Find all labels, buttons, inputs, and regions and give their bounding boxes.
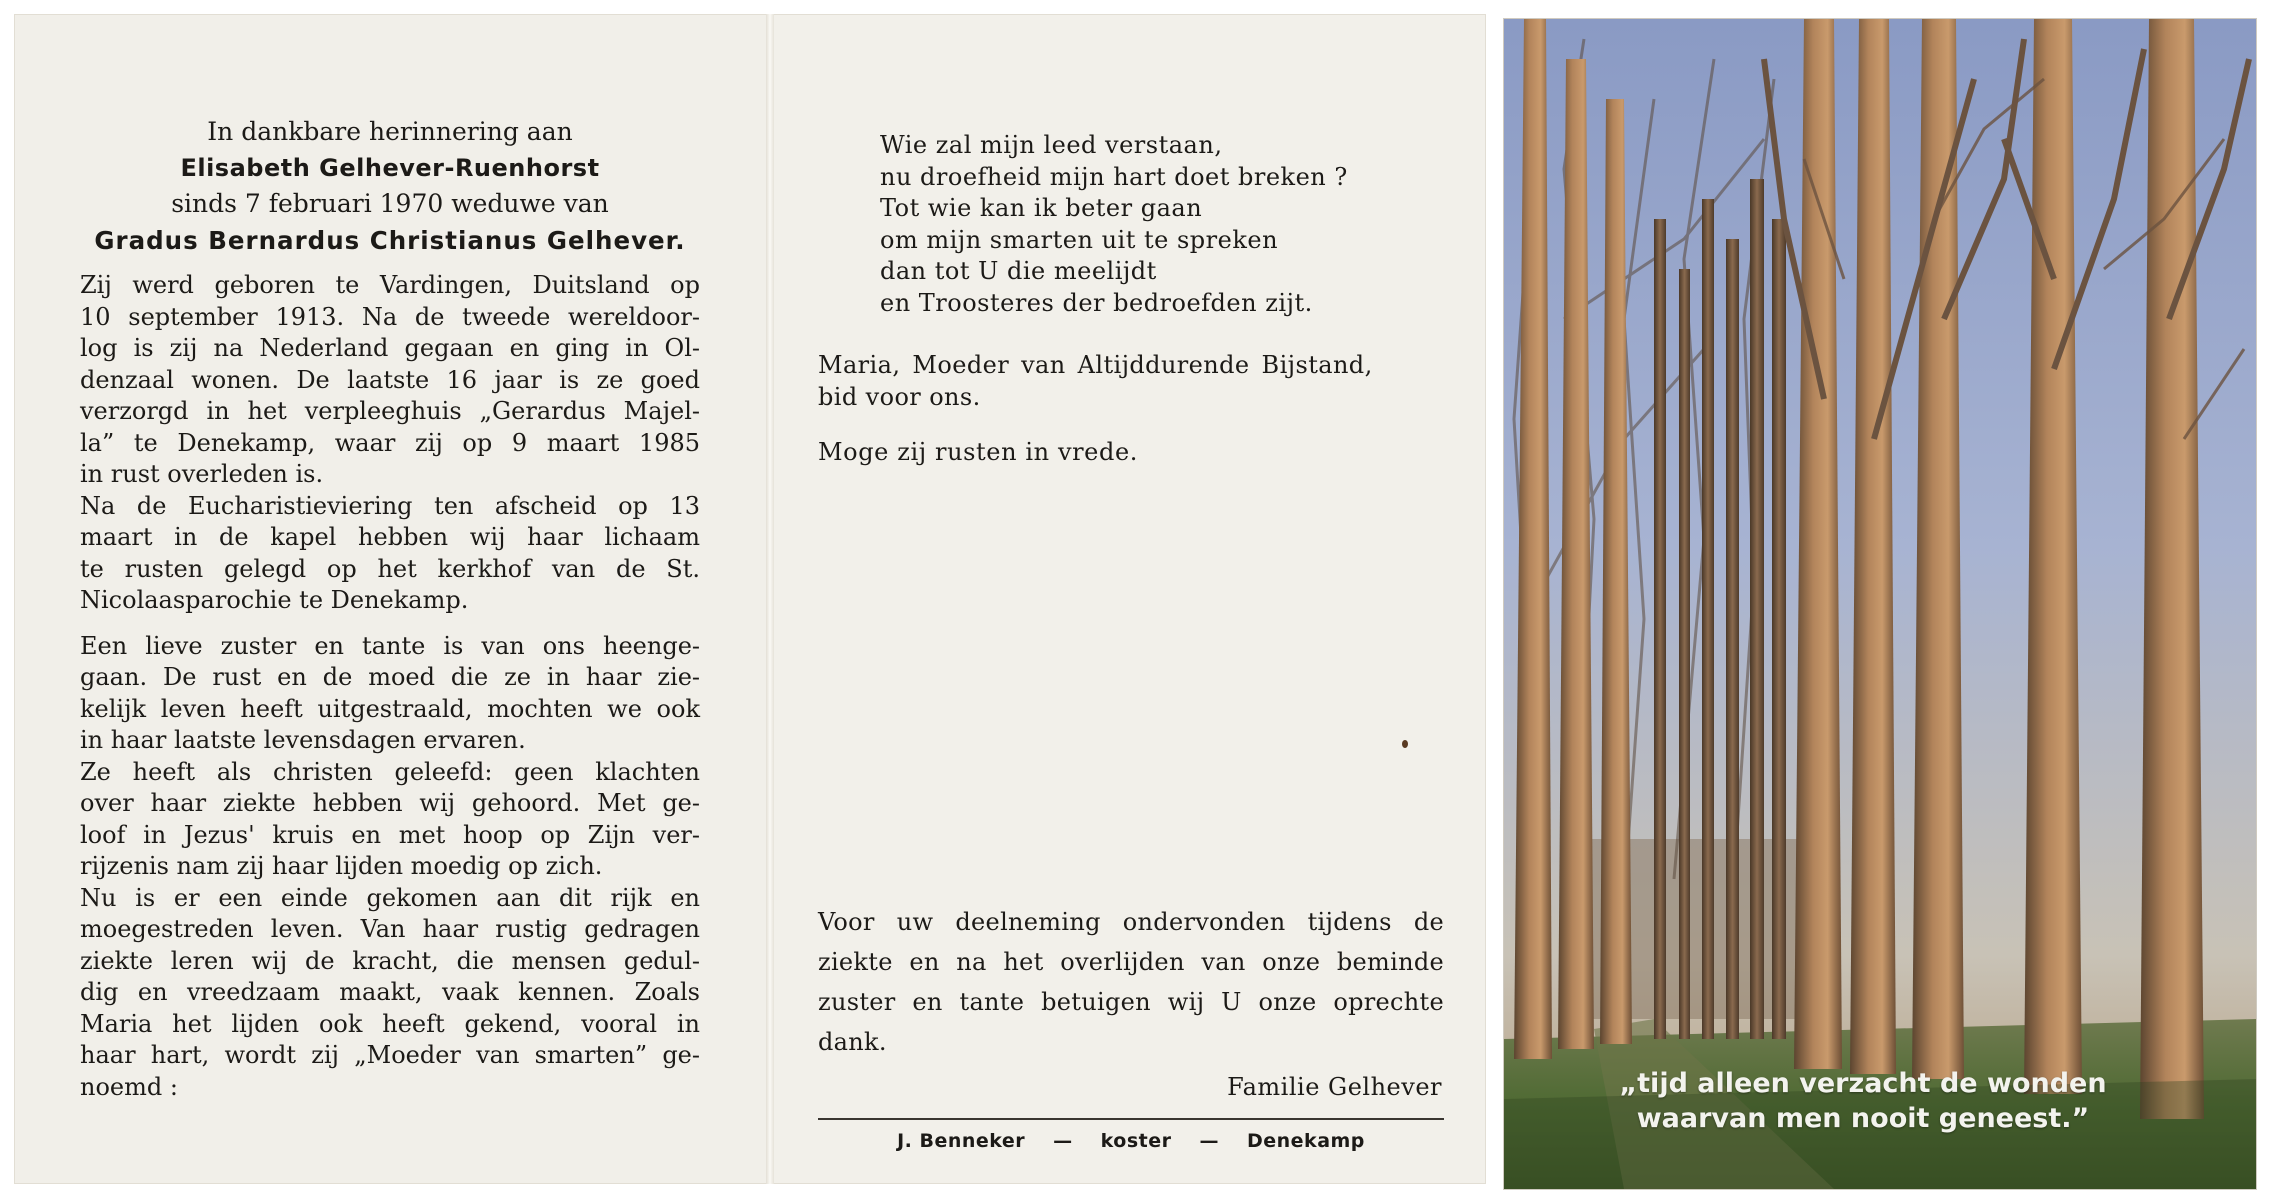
husband-name: Gradus Bernardus Christianus Gelhever. [94, 226, 686, 255]
thanks-paragraph [818, 902, 1444, 1062]
text-line: denzaal wonen. De laatste 16 jaar is ze goed [80, 365, 700, 394]
poem-line: en Troosteres der bedroefden zijt. [880, 288, 1313, 317]
biography-paragraph [80, 270, 700, 617]
prayer-line: bid voor ons. [818, 382, 981, 411]
divider-rule [818, 1118, 1444, 1120]
text-line: la” te Denekamp, waar zij op 9 maart 1985 [80, 428, 700, 457]
printer-name: J. Benneker [897, 1130, 1026, 1152]
text-line: Na de Eucharistieviering ten afscheid op 13 [80, 491, 700, 520]
text-line: noemd : [80, 1072, 178, 1101]
separator: — [1199, 1130, 1219, 1152]
text-line: Nu is er een einde gekomen aan dit rijk en [80, 883, 700, 912]
text-line: Maria het lijden ook heeft gekend, vooral in [80, 1009, 700, 1038]
text-line: te rusten gelegd op het kerkhof van de St. [80, 554, 700, 583]
text-line: dig en vreedzaam maakt, vaak kennen. Zoals [80, 978, 700, 1006]
poem-line: Tot wie kan ik beter gaan [880, 194, 1203, 222]
text-line: Nicolaasparochie te Denekamp. [80, 586, 469, 614]
text-line: haar hart, wordt zij „Moeder van smarten” ge- [80, 1041, 700, 1069]
prayer [818, 350, 1398, 413]
text-line: in rust overleden is. [80, 460, 324, 488]
text-line: over haar ziekte hebben wij gehoord. Met ge- [80, 789, 700, 817]
printer-imprint [818, 1130, 1444, 1152]
family-signature: Familie Gelhever [1227, 1073, 1442, 1101]
text-line: ziekte leren wij de kracht, die mensen gedul- [80, 946, 700, 975]
text-line: dank. [818, 1028, 887, 1056]
photo-quote [1503, 1066, 2223, 1136]
text-line: loof in Jezus' kruis en met hoop op Zijn ver- [80, 820, 700, 849]
poem-line: dan tot U die meelijdt [880, 257, 1157, 285]
text-line: zuster en tante betuigen wij U onze oprechte [818, 988, 1444, 1016]
reflection-paragraph [80, 631, 700, 1104]
text-line: gaan. De rust en de moed die ze in haar zie- [80, 663, 700, 691]
printer-role: koster [1100, 1130, 1172, 1152]
text-line: Ze heeft als christen geleefd: geen klachten [80, 757, 700, 786]
prayer-line: Maria, Moeder van Altijddurende Bijstand, [818, 351, 1373, 379]
text-line: maart in de kapel hebben wij haar lichaam [80, 523, 700, 551]
text-line: log is zij na Nederland gegaan en ging in Ol- [80, 334, 700, 362]
text-line: in haar laatste levensdagen ervaren. [80, 726, 526, 754]
printer-place: Denekamp [1246, 1130, 1365, 1152]
paper-spot [1402, 740, 1408, 748]
poem [880, 130, 1348, 319]
text-line: kelijk leven heeft uitgestraald, mochten we ook [80, 694, 700, 723]
rest-in-peace-line: Moge zij rusten in vrede. [818, 438, 1138, 466]
poem-line: nu droefheid mijn hart doet breken ? [880, 162, 1348, 191]
text-line: verzorgd in het verpleeghuis „Gerardus Majel- [80, 397, 700, 425]
poem-line: om mijn smarten uit te spreken [880, 225, 1279, 254]
quote-line: „tijd alleen verzacht de wonden [1619, 1068, 2107, 1099]
text-line: Voor uw deelneming ondervonden tijdens de [818, 908, 1444, 936]
text-line: moegestreden leven. Van haar rustig gedragen [80, 915, 700, 943]
widow-line: sinds 7 februari 1970 weduwe van [171, 189, 609, 218]
intro-line: In dankbare herinnering aan [207, 117, 573, 146]
text-line: Een lieve zuster en tante is van ons heenge- [80, 631, 700, 660]
quote-line: waarvan men nooit geneest.” [1636, 1103, 2090, 1134]
text-line: rijzenis nam zij haar lijden moedig op zich. [80, 852, 603, 880]
text-line: 10 september 1913. Na de tweede wereldoor- [80, 302, 700, 331]
separator: — [1053, 1130, 1073, 1152]
text-line: Zij werd geboren te Vardingen, Duitsland op [80, 271, 700, 299]
tree-avenue-photo [1503, 18, 2257, 1190]
text-line: ziekte en na het overlijden van onze beminde [818, 948, 1444, 976]
deceased-name: Elisabeth Gelhever-Ruenhorst [180, 154, 600, 182]
left-page-content [80, 116, 700, 1103]
page-fold [766, 14, 774, 1184]
poem-line: Wie zal mijn leed verstaan, [880, 131, 1223, 159]
